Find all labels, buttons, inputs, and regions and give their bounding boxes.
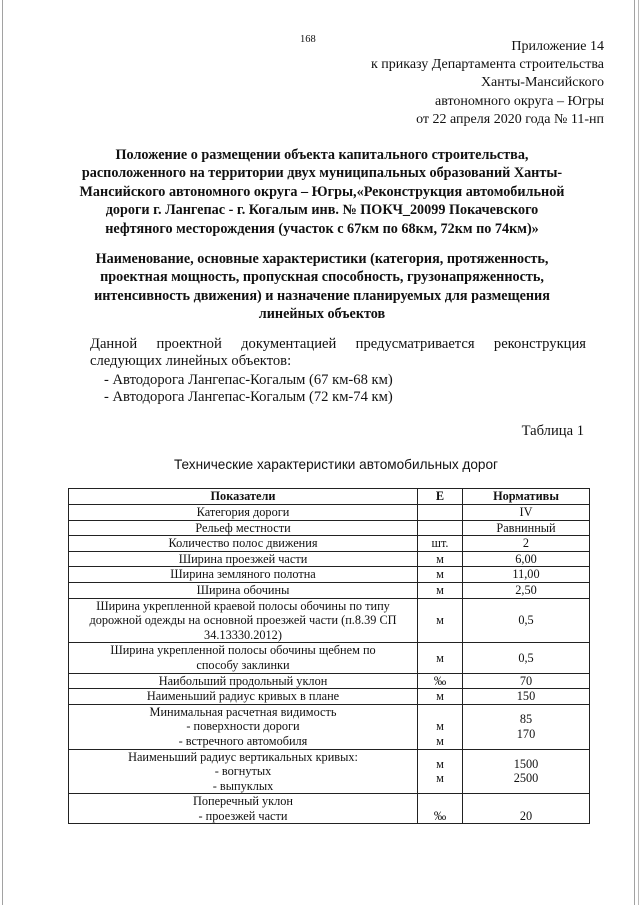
heading-line: проектная мощность, пропускная способность, грузонапряженность, [100, 269, 544, 286]
appendix-line: Приложение 14 [511, 39, 604, 54]
row-unit-line [422, 705, 458, 720]
row-value-multiline [463, 749, 590, 794]
header-norms: Нормативы [463, 489, 590, 505]
section-heading [52, 250, 592, 324]
characteristics-table [68, 488, 590, 824]
row-unit-line: м [436, 719, 444, 734]
row-name: Рельеф местности [69, 520, 418, 536]
row-value-line: 1500 [513, 756, 539, 771]
title-line: расположенного на территории двух муниципальных образований Ханты- [81, 165, 563, 182]
row-name-line: Поперечный уклон [192, 794, 294, 809]
row-name-multiline [69, 598, 418, 643]
row-name: Наибольший продольный уклон [69, 673, 418, 689]
row-value: 2,50 [463, 582, 590, 598]
row-name: Категория дороги [69, 505, 418, 521]
row-value: 2 [463, 536, 590, 552]
title-line: Положение о размещении объекта капитального строительства, [115, 147, 529, 163]
row-name-line: - проезжей части [198, 808, 288, 823]
row-name-multiline [69, 749, 418, 794]
appendix-line: от 22 апреля 2020 года № 11-нп [416, 111, 604, 127]
row-unit-line: м [436, 771, 444, 786]
header-indicator: Показатели [69, 489, 418, 505]
heading-line: Наименование, основные характеристики (категория, протяженность, [95, 251, 549, 267]
title-line: дороги г. Лангепас - г. Когалым инв. № ПОКЧ_20099 Покачевского [105, 202, 539, 219]
intro-paragraph-line1: Данной проектной документацией предусматривается реконструкция [90, 336, 586, 352]
table-row [69, 520, 590, 536]
table-number: Таблица 1 [521, 423, 584, 439]
table-row [69, 749, 590, 794]
title-line: нефтяного месторождения (участок с 67км по 68км, 72км по 74км)» [105, 220, 539, 237]
row-value: 0,5 [463, 598, 590, 643]
row-unit [418, 520, 463, 536]
list-item: - Автодорога Лангепас-Когалым (67 км-68 км) [104, 372, 393, 388]
row-unit-line: м [436, 756, 444, 771]
row-unit: м [418, 582, 463, 598]
appendix-line: к приказу Департамента строительства [370, 57, 604, 73]
row-name-multiline [69, 643, 418, 673]
row-name-line: Ширина укрепленной полосы обочины щебнем по [110, 643, 376, 658]
row-unit-multiline [418, 749, 463, 794]
row-unit-multiline [418, 794, 463, 824]
row-unit: шт. [418, 536, 463, 552]
scan-edge-right [634, 0, 635, 905]
row-unit: м [418, 551, 463, 567]
intro-paragraph-line2: следующих линейных объектов: [90, 353, 292, 369]
row-name: Ширина проезжей части [69, 551, 418, 567]
table-row [69, 551, 590, 567]
row-value: IV [463, 505, 590, 521]
row-name: Количество полос движения [69, 536, 418, 552]
appendix-line: автономного округа – Югры [435, 93, 604, 109]
row-unit: м [418, 689, 463, 705]
document-title [52, 146, 592, 238]
row-name-line: Ширина укрепленной краевой полосы обочины по типу [96, 598, 390, 613]
table-row [69, 704, 590, 749]
row-unit: м [418, 567, 463, 583]
table-row [69, 794, 590, 824]
row-name: Ширина земляного полотна [69, 567, 418, 583]
row-name-multiline [69, 794, 418, 824]
row-value: 11,00 [463, 567, 590, 583]
heading-line: интенсивность движения) и назначение планируемых для размещения [94, 287, 550, 304]
row-unit: м [418, 643, 463, 673]
row-unit-line [422, 794, 458, 809]
row-value: Равнинный [463, 520, 590, 536]
row-unit: м [418, 598, 463, 643]
row-value-line: 2500 [513, 771, 539, 786]
row-value-line [467, 794, 585, 809]
row-name-line: - встречного автомобиля [178, 733, 308, 748]
appendix-line: Ханты-Мансийского [480, 75, 604, 91]
table-row [69, 536, 590, 552]
row-unit: ‰ [418, 673, 463, 689]
table-header-row [69, 489, 590, 505]
row-unit-line: ‰ [433, 808, 447, 823]
row-unit-line: м [436, 733, 444, 748]
table-row [69, 673, 590, 689]
table-caption: Технические характеристики автомобильных дорог [174, 457, 498, 472]
table-row [69, 505, 590, 521]
row-value: 6,00 [463, 551, 590, 567]
row-value: 0,5 [463, 643, 590, 673]
row-name-line: - выпуклых [212, 778, 274, 793]
row-unit-multiline [418, 704, 463, 749]
appendix-header [371, 38, 604, 129]
row-name-line: - вогнутых [214, 764, 272, 779]
table-row [69, 643, 590, 673]
row-name-line: - поверхности дороги [186, 719, 300, 734]
table-row [69, 689, 590, 705]
table-row [69, 598, 590, 643]
row-name: Наименьший радиус кривых в плане [69, 689, 418, 705]
row-value: 150 [463, 689, 590, 705]
row-unit [418, 505, 463, 521]
header-unit: Е [418, 489, 463, 505]
title-line: Мансийского автономного округа – Югры,«Реконструкция автомобильной [79, 183, 565, 200]
table-row [69, 567, 590, 583]
row-name-line: дорожной одежды на основной проезжей части (п.8.39 СП [89, 613, 397, 628]
page-number: 168 [300, 34, 316, 45]
row-name: Ширина обочины [69, 582, 418, 598]
row-value: 70 [463, 673, 590, 689]
table-row [69, 582, 590, 598]
row-name-line: Наименьший радиус вертикальных кривых: [128, 749, 358, 764]
row-value-line: 20 [519, 808, 533, 823]
row-value-line: 170 [516, 726, 536, 741]
heading-line: линейных объектов [258, 306, 386, 323]
scan-edge-right-outer [638, 0, 639, 905]
row-value-multiline [463, 794, 590, 824]
scan-edge-left [2, 0, 3, 905]
row-name-multiline [69, 704, 418, 749]
row-value-line: 85 [519, 712, 533, 727]
row-name-line: способу заклинки [196, 657, 290, 672]
row-name-line: 34.13330.2012) [204, 627, 282, 642]
list-item: - Автодорога Лангепас-Когалым (72 км-74 км) [104, 389, 393, 405]
row-name-line: Минимальная расчетная видимость [149, 704, 337, 719]
row-value-multiline [463, 704, 590, 749]
